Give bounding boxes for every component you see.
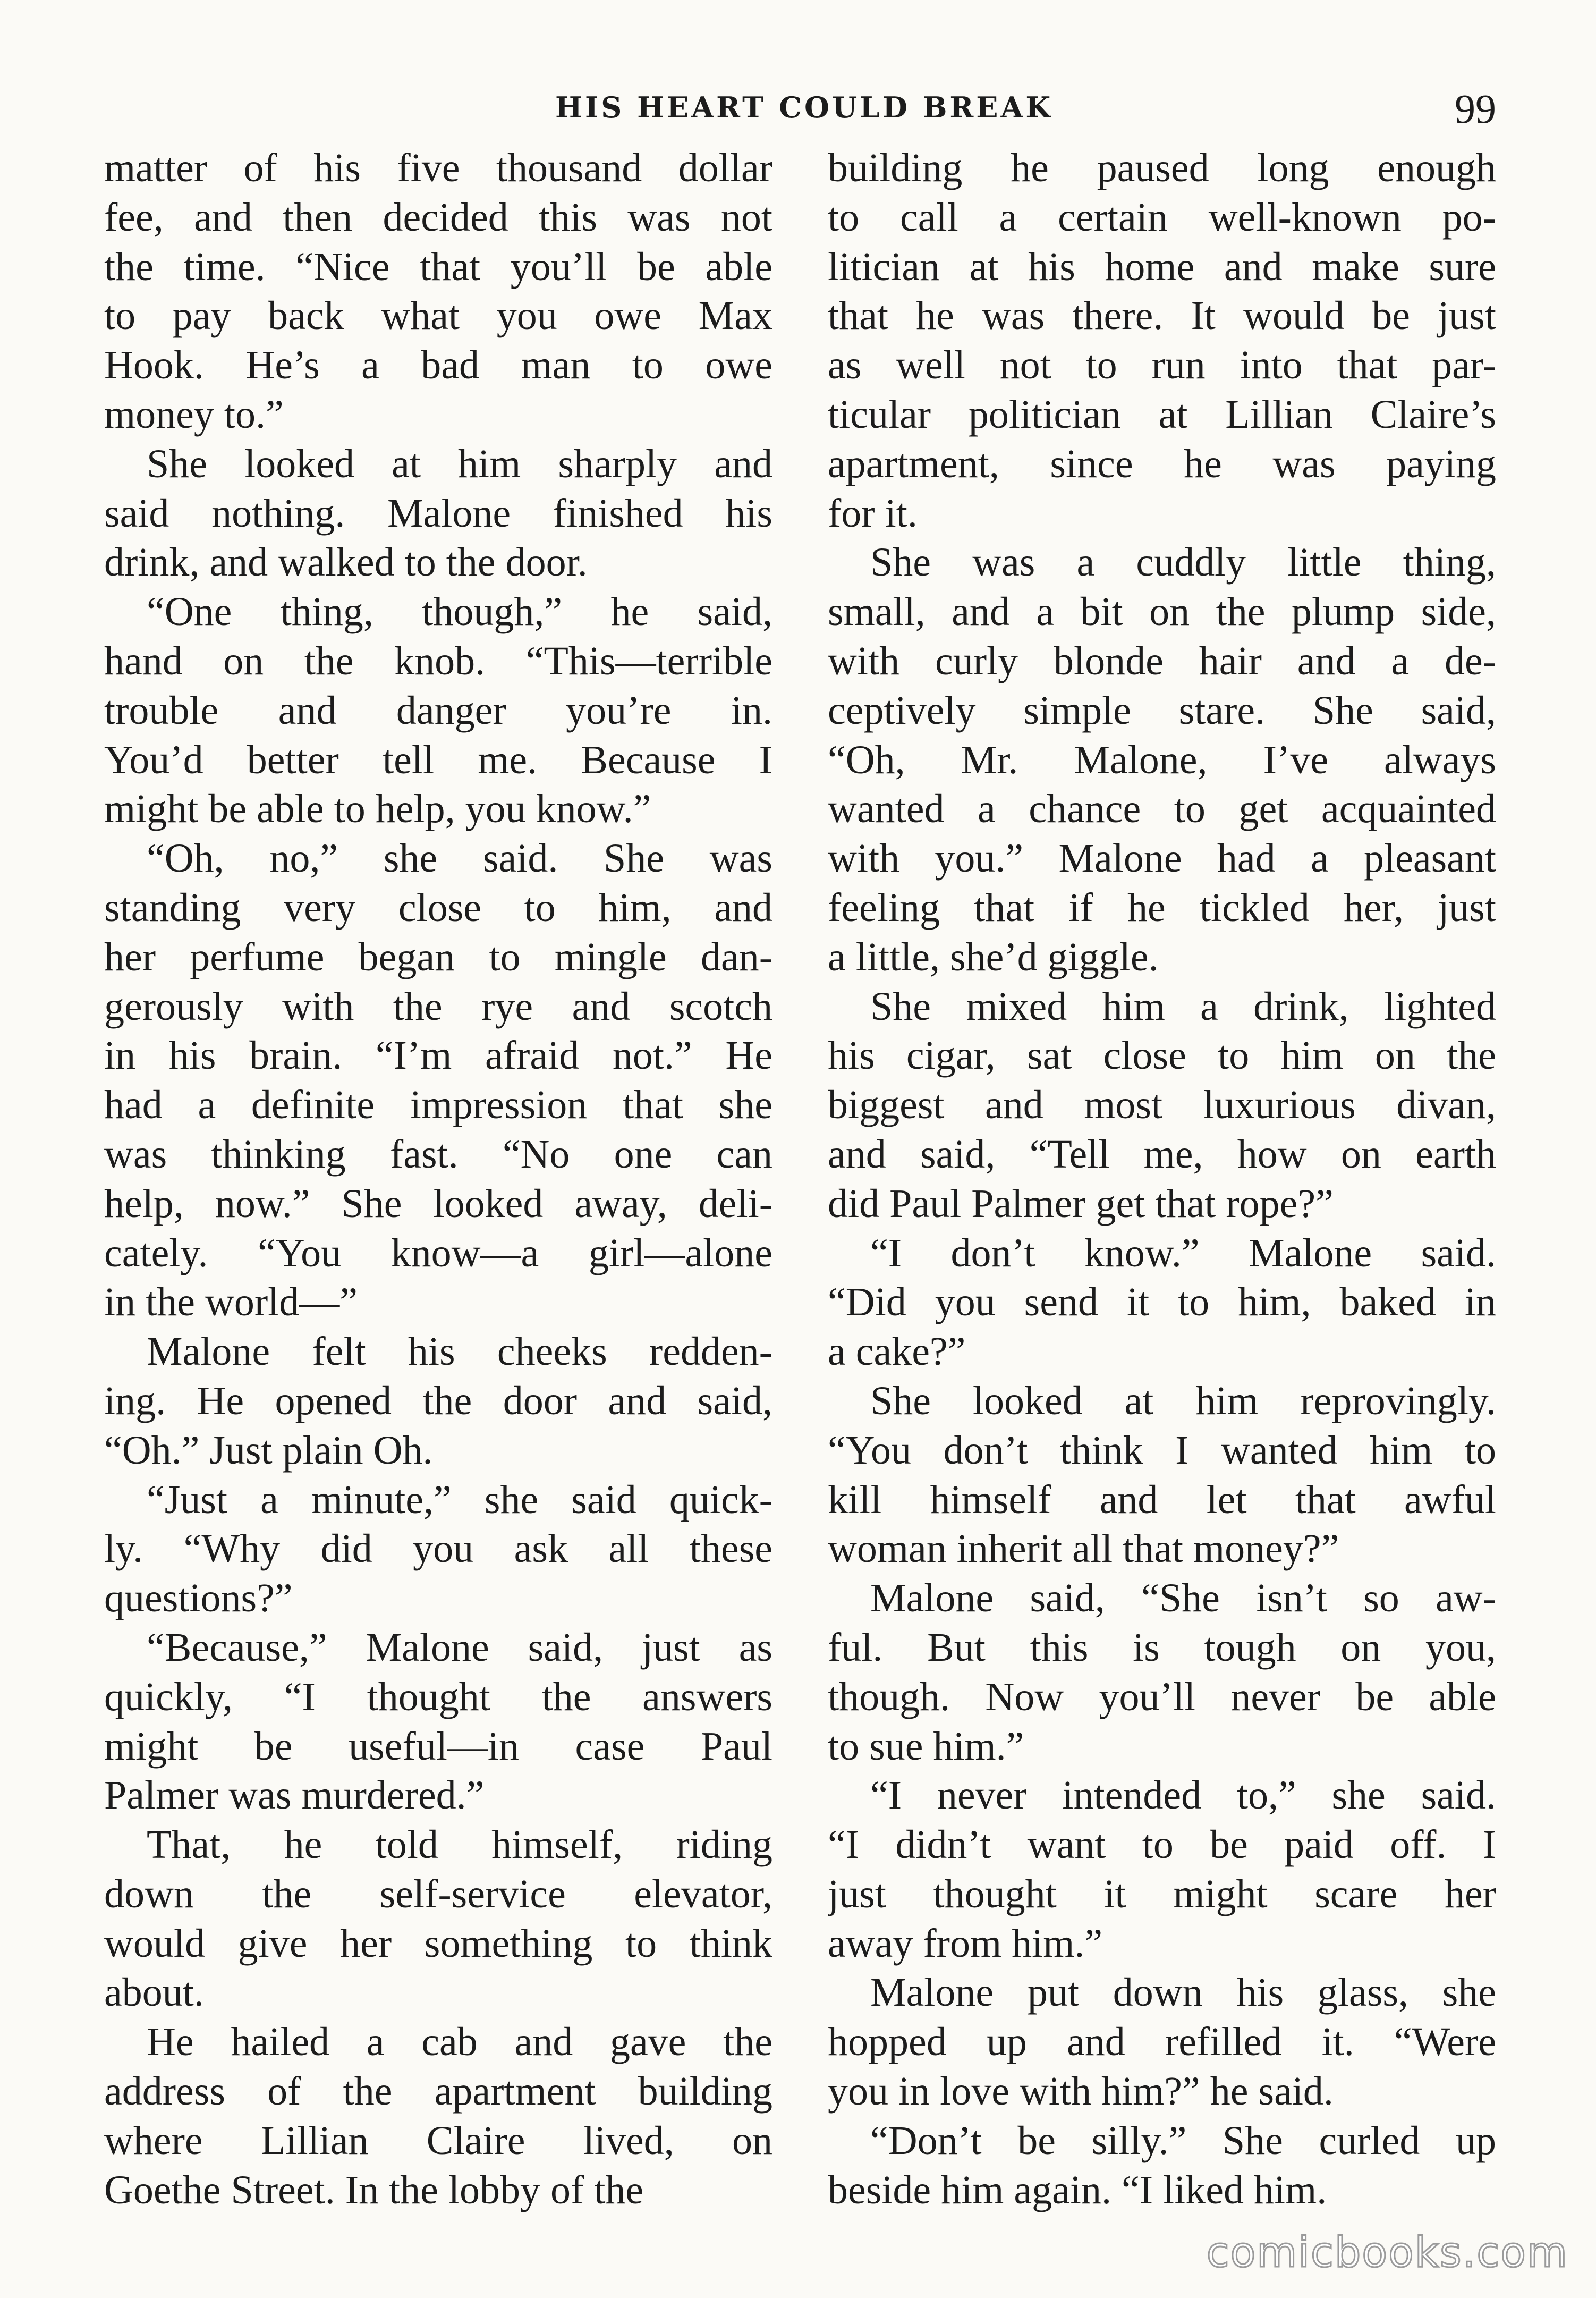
- text-line: “Oh.” Just plain Oh.: [104, 1427, 433, 1473]
- text-line: “Did you send it to him, baked in: [828, 1280, 1496, 1325]
- text-line: to call a certain well-known po-: [828, 195, 1496, 240]
- text-line: would give her something to think: [104, 1921, 772, 1966]
- left-text-column: [104, 143, 772, 2215]
- text-line: “Oh, no,” she said. She was: [147, 836, 772, 881]
- text-line: “Just a minute,” she said quick-: [147, 1477, 772, 1522]
- text-line: Malone said, “She isn’t so aw-: [870, 1576, 1496, 1621]
- text-line: “Don’t be silly.” She curled up: [870, 2118, 1496, 2163]
- text-line: ly. “Why did you ask all these: [104, 1526, 772, 1572]
- text-line: questions?”: [104, 1576, 293, 1621]
- text-line: ful. But this is tough on you,: [828, 1625, 1496, 1670]
- running-head-title: HIS HEART COULD BREAK: [555, 90, 1054, 124]
- text-line: a cake?”: [828, 1329, 966, 1374]
- text-line: Malone put down his glass, she: [870, 1970, 1496, 2015]
- text-line: small, and a bit on the plump side,: [828, 589, 1496, 635]
- text-line: “I don’t know.” Malone said.: [870, 1230, 1496, 1275]
- text-line: a little, she’d giggle.: [828, 934, 1159, 979]
- text-line: trouble and danger you’re in.: [104, 688, 772, 733]
- text-line: you in love with him?” he said.: [828, 2069, 1334, 2114]
- text-line: “I never intended to,” she said.: [870, 1773, 1496, 1818]
- text-line: for it.: [828, 491, 918, 536]
- watermark: comicbooks.com: [1206, 2229, 1568, 2277]
- text-line: might be useful—in case Paul: [104, 1724, 772, 1769]
- text-line: to sue him.”: [828, 1724, 1024, 1769]
- text-line: Malone felt his cheeks redden-: [147, 1329, 772, 1374]
- text-line: that he was there. It would be just: [828, 293, 1496, 339]
- text-line: in the world—”: [104, 1280, 358, 1325]
- text-line: hopped up and refilled it. “Were: [828, 2020, 1496, 2065]
- text-line: drink, and walked to the door.: [104, 540, 588, 585]
- text-line: about.: [104, 1970, 204, 2015]
- text-line: quickly, “I thought the answers: [104, 1674, 772, 1719]
- text-line: apartment, since he was paying: [828, 441, 1496, 486]
- text-line: hand on the knob. “This—terrible: [104, 638, 772, 683]
- text-line: where Lillian Claire lived, on: [104, 2118, 772, 2163]
- text-line: to pay back what you owe Max: [104, 293, 772, 339]
- text-line: her perfume began to mingle dan-: [104, 934, 772, 979]
- text-line: ceptively simple stare. She said,: [828, 688, 1496, 733]
- text-line: just thought it might scare her: [828, 1871, 1496, 1916]
- text-line: away from him.”: [828, 1921, 1103, 1966]
- text-line: did Paul Palmer get that rope?”: [828, 1181, 1334, 1226]
- text-line: feeling that if he tickled her, just: [828, 885, 1496, 930]
- right-text-column: [828, 143, 1496, 2215]
- text-line: You’d better tell me. Because I: [104, 737, 772, 782]
- text-line: the time. “Nice that you’ll be able: [104, 244, 772, 289]
- text-line: He hailed a cab and gave the: [147, 2020, 772, 2065]
- text-line: had a definite impression that she: [104, 1083, 772, 1128]
- text-line: gerously with the rye and scotch: [104, 984, 772, 1029]
- text-line: “Oh, Mr. Malone, I’ve always: [828, 737, 1496, 782]
- text-line: She looked at him sharply and: [147, 441, 772, 486]
- text-line: help, now.” She looked away, deli-: [104, 1181, 772, 1226]
- text-line: standing very close to him, and: [104, 885, 772, 930]
- text-line: and said, “Tell me, how on earth: [828, 1131, 1496, 1177]
- text-line: might be able to help, you know.”: [104, 787, 651, 832]
- text-line: was thinking fast. “No one can: [104, 1131, 772, 1177]
- text-line: money to.”: [104, 392, 284, 437]
- text-line: with curly blonde hair and a de-: [828, 638, 1496, 683]
- text-line: woman inherit all that money?”: [828, 1526, 1339, 1572]
- text-line: “I didn’t want to be paid off. I: [828, 1822, 1496, 1868]
- text-line: as well not to run into that par-: [828, 343, 1496, 388]
- text-line: his cigar, sat close to him on the: [828, 1033, 1496, 1078]
- text-line: “You don’t think I wanted him to: [828, 1427, 1496, 1473]
- text-line: biggest and most luxurious divan,: [828, 1083, 1496, 1128]
- text-line: She was a cuddly little thing,: [870, 540, 1496, 585]
- text-line: down the self-service elevator,: [104, 1871, 772, 1916]
- text-line: “Because,” Malone said, just as: [147, 1625, 772, 1670]
- text-line: with you.” Malone had a pleasant: [828, 836, 1496, 881]
- text-line: That, he told himself, riding: [147, 1822, 772, 1868]
- text-line: building he paused long enough: [828, 146, 1496, 190]
- text-line: cately. “You know—a girl—alone: [104, 1230, 772, 1275]
- text-line: though. Now you’ll never be able: [828, 1674, 1496, 1719]
- text-line: beside him again. “I liked him.: [828, 2167, 1327, 2212]
- text-line: Hook. He’s a bad man to owe: [104, 343, 772, 388]
- text-line: “One thing, though,” he said,: [147, 589, 772, 635]
- text-line: She mixed him a drink, lighted: [870, 984, 1496, 1029]
- text-line: Palmer was murdered.”: [104, 1773, 485, 1818]
- text-line: kill himself and let that awful: [828, 1477, 1496, 1522]
- text-line: ticular politician at Lillian Claire’s: [828, 392, 1496, 437]
- text-line: litician at his home and make sure: [828, 244, 1496, 289]
- text-line: wanted a chance to get acquainted: [828, 787, 1496, 832]
- page-number: 99: [1455, 86, 1496, 132]
- running-head: [0, 85, 1596, 143]
- text-line: Goethe Street. In the lobby of the: [104, 2167, 644, 2212]
- text-line: address of the apartment building: [104, 2069, 772, 2114]
- text-line: ing. He opened the door and said,: [104, 1378, 772, 1423]
- text-line: She looked at him reprovingly.: [870, 1378, 1496, 1423]
- text-line: fee, and then decided this was not: [104, 195, 772, 240]
- text-line: matter of his five thousand dollar: [104, 146, 772, 190]
- text-line: said nothing. Malone finished his: [104, 491, 772, 536]
- text-line: in his brain. “I’m afraid not.” He: [104, 1033, 772, 1078]
